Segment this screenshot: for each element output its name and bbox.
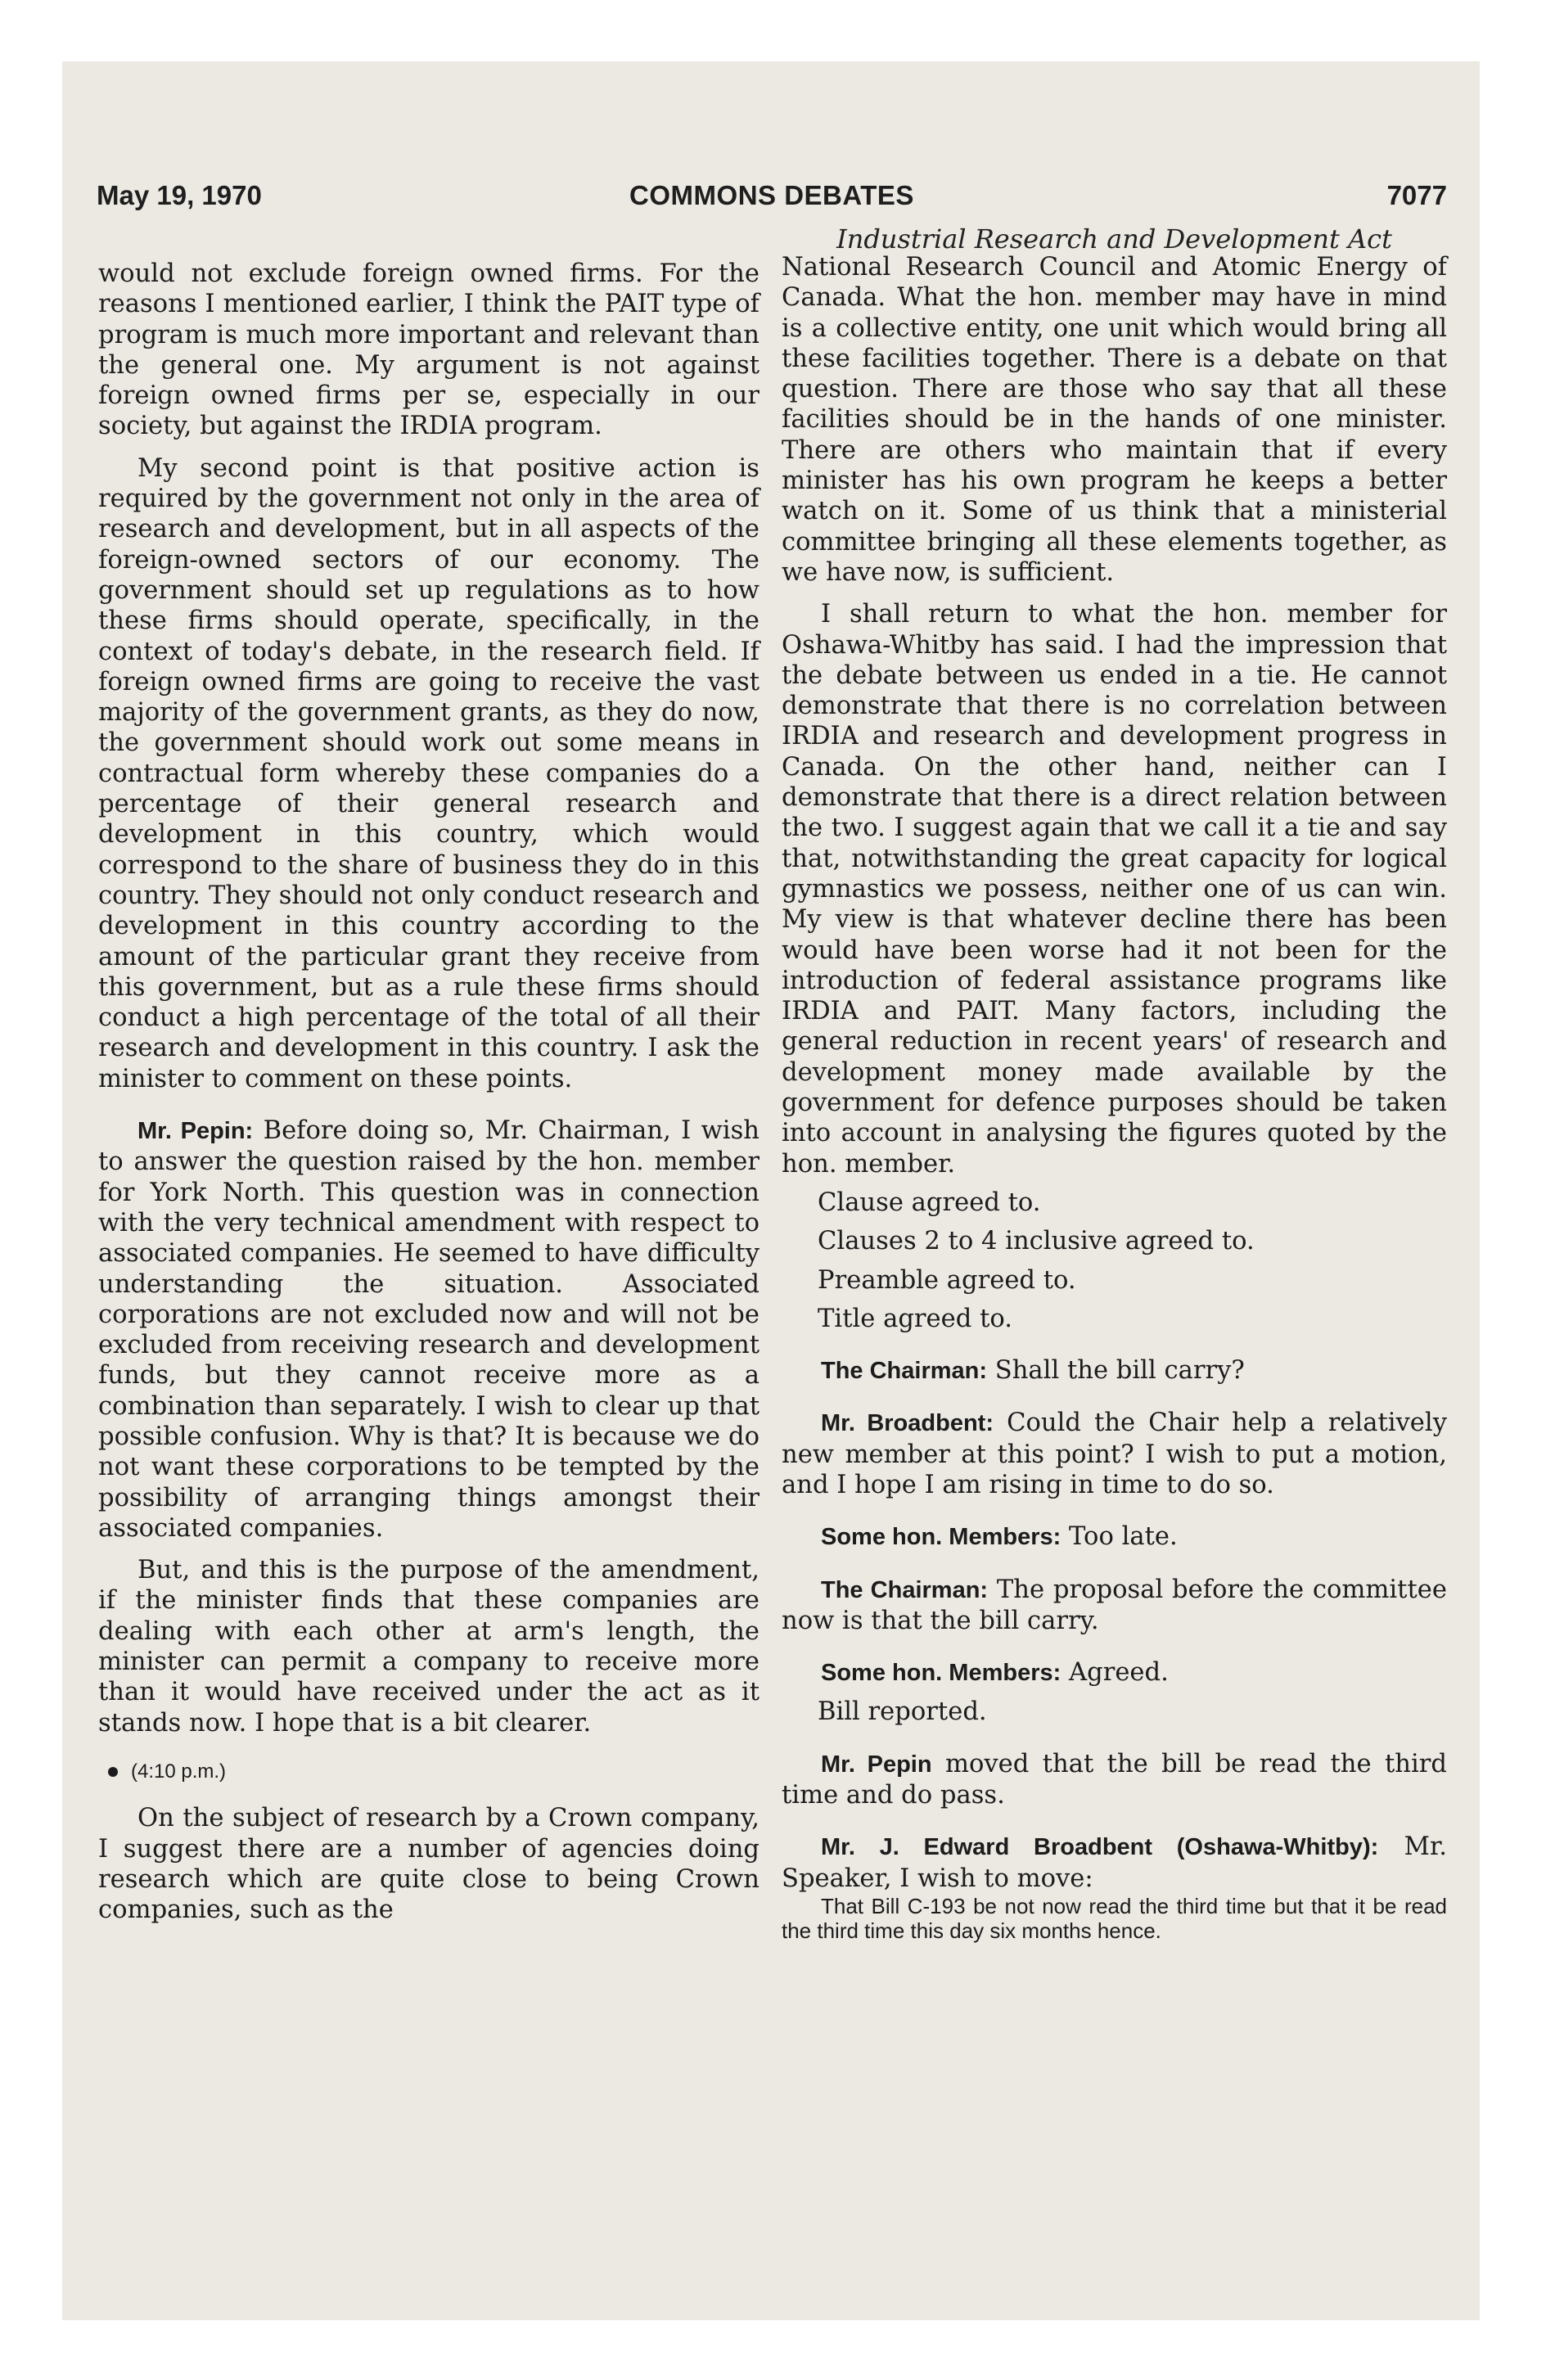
speech-broadbent: [782, 1408, 1447, 1500]
procedural-line: Bill reported.: [818, 1697, 987, 1727]
speech-text: moved that the bill be read the third time and do pass.: [782, 1749, 1447, 1810]
paragraph: I shall return to what the hon. member for Oshawa-Whitby has said. I had the impression that the debate between us ended in a tie. He cannot demonstrate that there is no correlation between IRDIA and research and development progress in Canada. On the other hand, neither can I demonstrate that there is a direct relation between the two. I suggest again that we call it a tie and say that, notwithstanding the great capacity for logical gymnastics we possess, neither one of us can win. My view is that whatever decline there has been would have been worse had it not been for the introduction of federal assistance programs like IRDIA and PAIT. Many factors, including the general reduction in recent years' of research and development money made available by the government for defence purposes should be taken into account in analysing the figures quoted by the hon. member.: [782, 600, 1447, 1179]
speech-chairman: [782, 1575, 1447, 1637]
running-head: [97, 180, 1447, 221]
header-date: May 19, 1970: [97, 180, 262, 210]
speech-text: Too late.: [1069, 1522, 1178, 1552]
speech-members: [782, 1657, 1447, 1688]
speech-text: Agreed.: [1069, 1658, 1169, 1688]
speaker-name: Some hon. Members:: [821, 1660, 1061, 1687]
speech-text: Before doing so, Mr. Chairman, I wish to answer the question raised by the hon. member for York North. This question was in connection with the very technical amendment with respect to associated companies. He seemed to have difficulty understanding the situation. Associated corporations are not excluded now and will not be excluded from receiving research and development funds, but they cannot receive more as a combination than separately. I wish to clear up that possible confusion. Why is that? It is because we do not want these corporations to be tempted by the possibility of arranging things amongst their associated companies.: [98, 1116, 759, 1543]
motion-text: That Bill C-193 be not now read the third time but that it be read the third time this day six months hence.: [782, 1893, 1447, 1943]
speaker-name: Mr. Pepin: [821, 1751, 932, 1778]
speaker-name: Mr. Broadbent:: [821, 1410, 994, 1437]
speech-text: The proposal before the committee now is that the bill carry.: [782, 1575, 1447, 1635]
speech-text: Mr. Speaker, I wish to move:: [782, 1832, 1447, 1893]
paragraph: My second point is that positive action is required by the government not only in the area of research and development, but in all aspects of the foreign-owned sectors of our economy. The government should set up regulations as to how these firms should operate, specifically, in the context of today's debate, in the research field. If foreign owned firms are going to receive the vast majority of the government grants, as they do now, the government should work out some means in contractual form whereby these companies do a percentage of their general research and development in this country, which would correspond to the share of business they do in this country. They should not only conduct research and development in this country according to the amount of the particular grant they receive from this government, but as a rule these firms should conduct a high percentage of the total of all their research and development in this country. I ask the minister to comment on these points.: [98, 453, 759, 1093]
speaker-name: The Chairman:: [821, 1358, 988, 1385]
left-column: [98, 259, 759, 1925]
speech-members: [782, 1521, 1447, 1553]
paragraph: National Research Council and Atomic Energy of Canada. What the hon. member may have in mind is a collective entity, one unit which would bring all these facilities together. There is a debate on that question. There are those who say that all these facilities should be in the hands of one minister. There are others who maintain that if every minister has his own program he keeps a better watch on it. Some of us think that a ministerial committee bringing all these elements together, as we have now, is sufficient.: [782, 253, 1447, 587]
speech-chairman: [782, 1355, 1447, 1386]
time-marker: [98, 1756, 759, 1787]
header-title: COMMONS DEBATES: [629, 180, 914, 210]
speech-text: Shall the bill carry?: [994, 1356, 1245, 1386]
speaker-name: Mr. Pepin:: [137, 1118, 254, 1145]
procedural-line: Preamble agreed to.: [818, 1265, 1076, 1295]
speaker-name: Some hon. Members:: [821, 1524, 1061, 1551]
bullet-icon: [108, 1767, 118, 1777]
speech-broadbent: [782, 1832, 1447, 1894]
time-text: (4:10 p.m.): [131, 1760, 227, 1783]
speaker-name: Mr. J. Edward Broadbent (Oshawa-Whitby):: [821, 1834, 1379, 1861]
procedural-line: Title agreed to.: [818, 1304, 1012, 1333]
paragraph: But, and this is the purpose of the amendment, if the minister finds that these companies are dealing with each other at arm's length, the minister can permit a company to receive more than it would have received under the act as it stands now. I hope that is a bit clearer.: [98, 1556, 759, 1738]
procedural-line: Clause agreed to.: [818, 1188, 1041, 1217]
section-subtitle: Industrial Research and Development Act: [836, 223, 1392, 255]
speech-pepin: [98, 1116, 759, 1544]
right-column: [782, 252, 1447, 1943]
speech-pepin: [782, 1749, 1447, 1811]
speech-text: Could the Chair help a relatively new member at this point? I wish to put a motion, and I hope I am rising in time to do so.: [782, 1409, 1447, 1499]
paragraph: would not exclude foreign owned firms. For the reasons I mentioned earlier, I think the PAIT type of program is much more important and relevant than the general one. My argument is not against foreign owned firms per se, especially in our society, but against the IRDIA program.: [98, 259, 759, 441]
page-number: 7077: [1386, 180, 1447, 210]
paragraph: On the subject of research by a Crown company, I suggest there are a number of agencies doing research which are quite close to being Crown companies, such as the: [98, 1804, 759, 1925]
procedural-line: Clauses 2 to 4 inclusive agreed to.: [818, 1227, 1255, 1256]
speaker-name: The Chairman:: [821, 1576, 989, 1603]
